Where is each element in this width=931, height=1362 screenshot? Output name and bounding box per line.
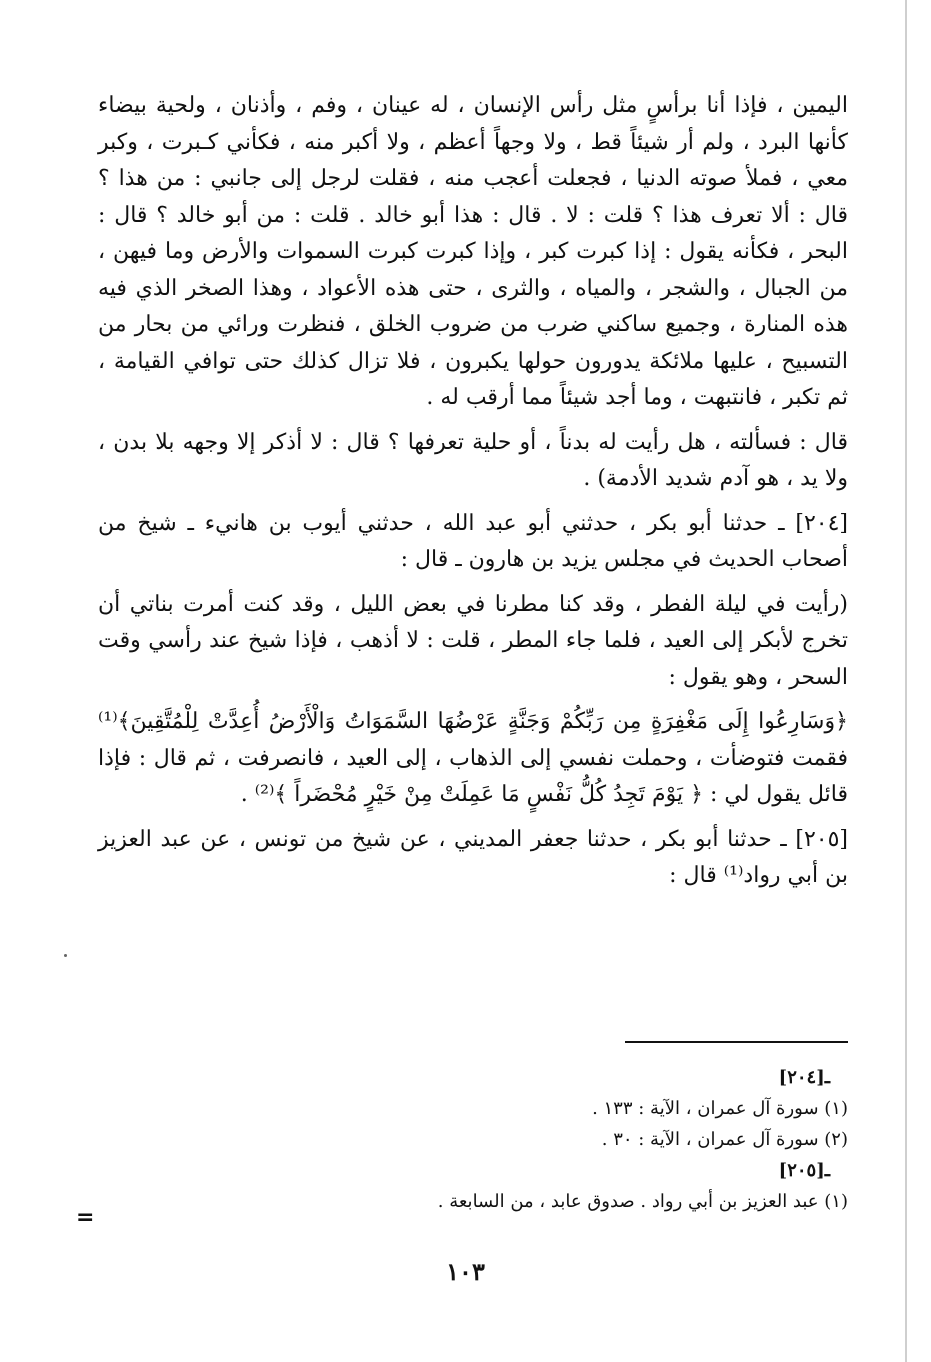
main-text	[98, 88, 848, 903]
page-number: ١٠٣	[446, 1257, 485, 1286]
footnote-2-204: (٢) سورة آل عمران ، الآية : ٣٠ .	[601, 1129, 848, 1150]
paragraph-eid-night: (رأيت في ليلة الفطر ، وقد كنا مطرنا في بعض الليل ، وقد كنت أمرت بناتي أن تخرج لأبكر إلى العيد ، فلما جاء المطر ، قلت : لا أذهب ، فإذا شيخ عند رأسي وقت السحر ، وهو يقول :	[98, 591, 848, 690]
footnote-separator	[625, 1041, 848, 1043]
footnote-1-204: (١) سورة آل عمران ، الآية : ١٣٣ .	[592, 1098, 848, 1119]
scan-speck	[64, 954, 67, 957]
paragraph-question-description: قال : فسألته ، هل رأيت له بدناً ، أو حلية تعرفها ؟ قال : لا أذكر إلا وجهه بلا بدن ، ولا يد ، هو آدم شديد الأدمة) .	[98, 429, 848, 491]
footnote-heading-204: ـ[٢٠٤]	[778, 1067, 830, 1088]
paragraph-quran-verses: ﴿وَسَارِعُوا إِلَى مَغْفِرَةٍ مِن رَبِّكُمْ وَجَنَّةٍ عَرْضُهَا السَّمَوَاتُ وَالْأَرْضُ أُعِدَّتْ لِلْمُتَّقِينَ﴾⁽¹⁾ فقمت فتوضأت ، وحملت نفسي إلى الذهاب ، إلى العيد ، فانصرفت ، ثم قال : فإذا قائل يقول لي : ﴿ يَوْمَ تَجِدُ كُلُّ نَفْسٍ مَا عَمِلَتْ مِنْ خَيْرٍ مُحْضَراً ﴾⁽²⁾ .	[98, 709, 848, 807]
footnote-1-205: (١) عبد العزيز بن أبي رواد . صدوق عابد ، من السابعة .	[437, 1191, 848, 1212]
paragraph-hadith-204: [٢٠٤] ـ حدثنا أبو بكر ، حدثني أبو عبد الله ، حدثني أيوب بن هانيء ـ شيخ من أصحاب الحديث في مجلس يزيد بن هارون ـ قال :	[98, 510, 848, 572]
page-edge-line	[905, 0, 907, 1362]
paragraph-hadith-205: [٢٠٥] ـ حدثنا أبو بكر ، حدثنا جعفر المديني ، عن شيخ من تونس ، عن عبد العزيز بن أبي رواد⁽¹⁾ قال :	[98, 826, 848, 888]
footnotes	[300, 1062, 848, 1217]
continuation-mark: =	[76, 1205, 95, 1230]
footnote-heading-205: ـ[٢٠٥]	[778, 1160, 830, 1181]
paragraph-dream-narration: اليمين ، فإذا أنا برأسٍ مثل رأس الإنسان ، له عينان ، وفم ، وأذنان ، ولحية بيضاء كأنها البرد ، ولم أر شيئاً قط ، ولا وجهاً أعظم ، ولا أكبر منه ، فكأني كـبرت ، وكبر معي ، فملأ صوته الدنيا ، فجعلت أعجب منه ، فقلت لرجل إلى جانبي : من هذا ؟ قال : ألا تعرف هذا ؟ قلت : لا . قال : هذا أبو خالد . قلت : من أبو خالد ؟ قال : البحر ، فكأنه يقول : إذا كبرت كبر ، وإذا كبرت كبرت السموات والأرض وما فيهن ، من الجبال ، والشجر ، والمياه ، والثرى ، حتى هذه الأعواد ، وهذا الصخر الذي فيه هذه المنارة ، وجميع ساكني ضرب من ضروب الخلق ، فنظرت ورائي من بحار من التسبيح ، عليها ملائكة يدورون حولها يكبرون ، فلا تزال كذلك حتى توافي القيامة ، ثم تكبر ، فانتبهت ، وما أجد شيئاً مما أرقب له .	[98, 93, 848, 410]
